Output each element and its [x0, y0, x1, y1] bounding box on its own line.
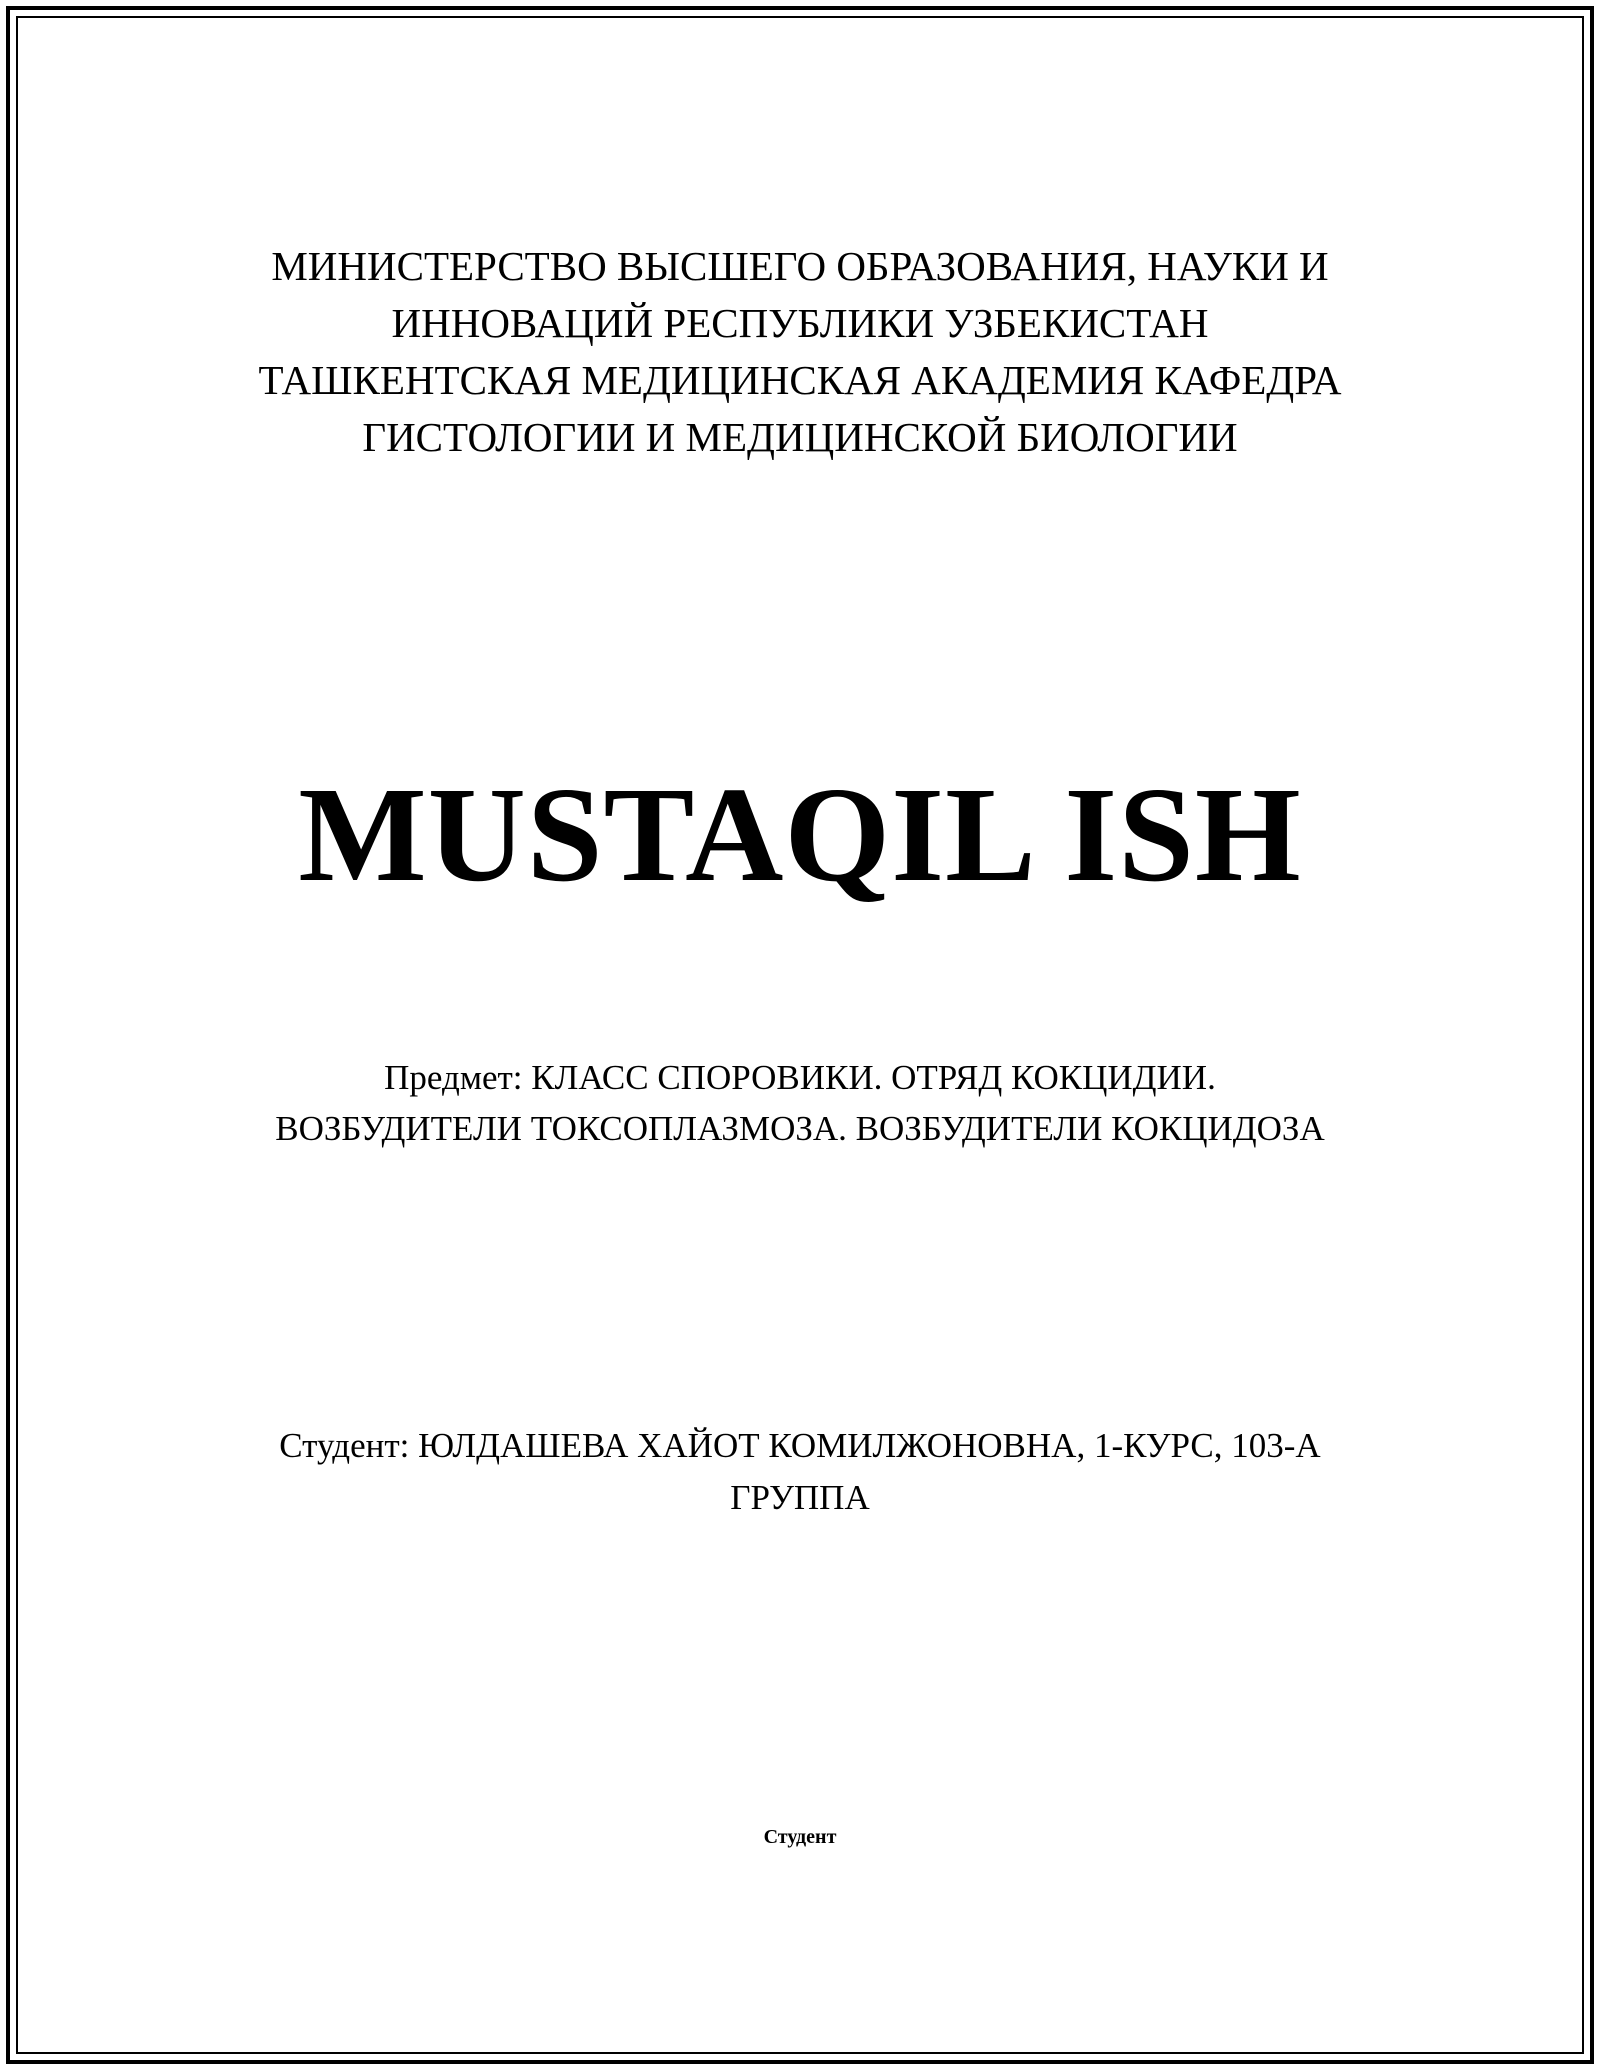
header-line: ГИСТОЛОГИИ И МЕДИЦИНСКОЙ БИОЛОГИИ [362, 414, 1238, 460]
institution-header [0, 238, 1600, 466]
document-title: MUSTAQIL ISH [298, 760, 1302, 910]
header-line: МИНИСТЕРСТВО ВЫСШЕГО ОБРАЗОВАНИЯ, НАУКИ И [271, 243, 1329, 289]
subject-block [0, 1052, 1600, 1154]
subject-line: Предмет: КЛАСС СПОРОВИКИ. ОТРЯД КОКЦИДИИ. [384, 1058, 1216, 1097]
student-line: ГРУППА [730, 1478, 870, 1517]
header-line: ТАШКЕНТСКАЯ МЕДИЦИНСКАЯ АКАДЕМИЯ КАФЕДРА [258, 357, 1342, 403]
subject-line: ВОЗБУДИТЕЛИ ТОКСОПЛАЗМОЗА. ВОЗБУДИТЕЛИ КОКЦИДОЗА [275, 1109, 1325, 1148]
student-line: Студент: ЮЛДАШЕВА ХАЙОТ КОМИЛЖОНОВНА, 1-КУРС, 103-А [279, 1426, 1321, 1465]
student-footer-label: Студент [763, 1826, 837, 1848]
student-block [0, 1420, 1600, 1524]
header-line: ИННОВАЦИЙ РЕСПУБЛИКИ УЗБЕКИСТАН [391, 300, 1209, 346]
